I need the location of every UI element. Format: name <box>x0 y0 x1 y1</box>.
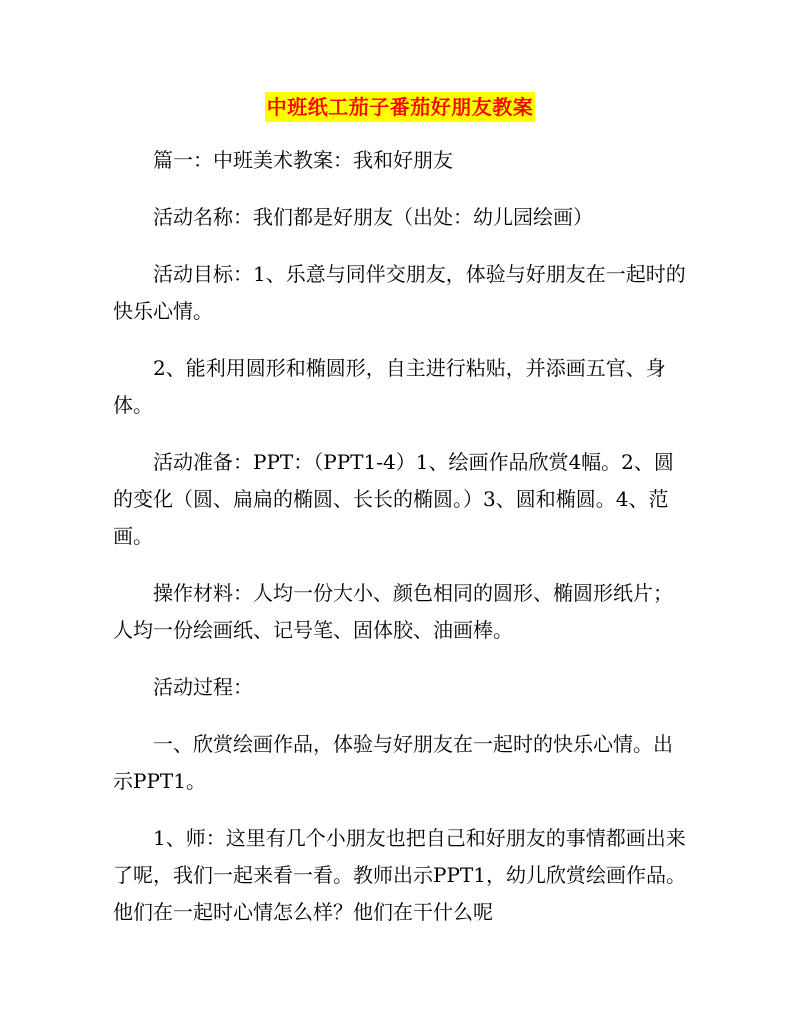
paragraph-activity-name: 活动名称：我们都是好朋友（出处：幼儿园绘画） <box>153 205 593 229</box>
paragraph-activity-goal-2: 2、能利用圆形和椭圆形，自主进行粘贴，并添画五官、身体。 <box>113 356 666 417</box>
paragraph-activity-goal-1: 活动目标：1、乐意与同伴交朋友，体验与好朋友在一起时的快乐心情。 <box>113 262 686 323</box>
paragraph-process-heading: 活动过程： <box>153 675 253 699</box>
document-title: 中班纸工茄子番茄好朋友教案 <box>265 92 536 122</box>
document-body <box>113 142 687 951</box>
paragraph-materials: 操作材料：人均一份大小、颜色相同的圆形、椭圆形纸片；人均一份绘画纸、记号笔、固体胶、油画棒。 <box>113 581 673 642</box>
paragraph-process-step-1-detail: 1、师：这里有几个小朋友也把自己和好朋友的事情都画出来了呢，我们一起来看一看。教师出示PPT1，幼儿欣赏绘画作品。他们在一起时心情怎么样？他们在干什么呢 <box>113 826 686 924</box>
paragraph-process-step-1: 一、欣赏绘画作品，体验与好朋友在一起时的快乐心情。出示PPT1。 <box>113 732 673 793</box>
paragraph-activity-preparation: 活动准备：PPT：（PPT1-4）1、绘画作品欣赏4幅。2、圆的变化（圆、扁扁的椭圆、长长的椭圆。）3、圆和椭圆。4、范画。 <box>113 450 674 548</box>
paragraph-section-heading: 篇一：中班美术教案：我和好朋友 <box>153 148 453 172</box>
title-wrapper <box>0 92 800 122</box>
